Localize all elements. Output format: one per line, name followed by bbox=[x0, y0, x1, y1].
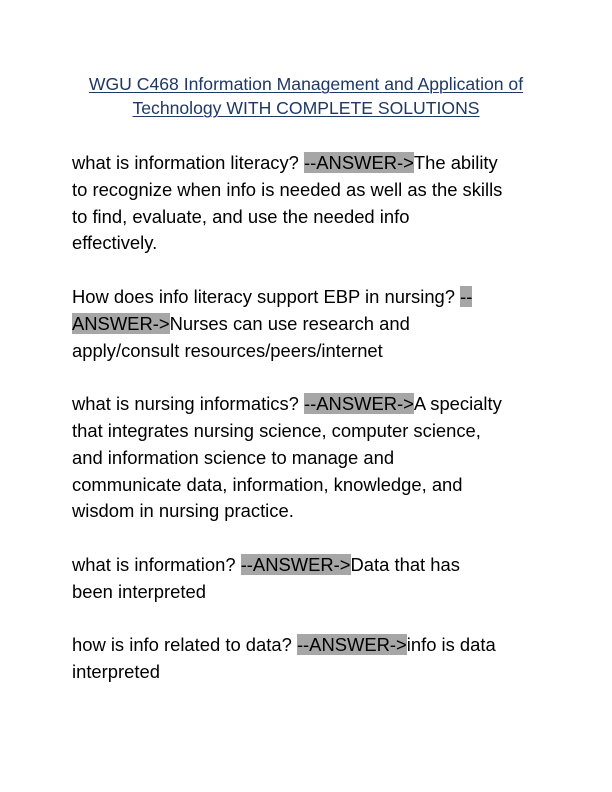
qa-item bbox=[72, 552, 552, 606]
question-text: how is info related to data? bbox=[72, 634, 292, 656]
text-line: wisdom in nursing practice. bbox=[72, 500, 294, 522]
title-line-1: WGU C468 Information Management and Application of bbox=[88, 74, 524, 94]
qa-item bbox=[72, 391, 552, 525]
qa-list bbox=[72, 150, 552, 713]
question-text: How does info literacy support EBP in nursing? bbox=[72, 285, 456, 307]
text-line: apply/consult resources/peers/internet bbox=[72, 339, 383, 361]
title-line-2: Technology WITH COMPLETE SOLUTIONS bbox=[132, 98, 480, 118]
text-line: to recognize when info is needed as well as the skills bbox=[72, 178, 503, 200]
question-text: what is nursing informatics? bbox=[72, 393, 299, 415]
qa-item bbox=[72, 150, 552, 257]
qa-item bbox=[72, 632, 552, 686]
answer-marker-part: -- bbox=[460, 285, 473, 307]
answer-marker: --ANSWER-> bbox=[304, 393, 414, 415]
answer-marker-part: ANSWER-> bbox=[72, 312, 170, 334]
text-line: that integrates nursing science, computer science, bbox=[72, 419, 481, 441]
answer-marker: --ANSWER-> bbox=[240, 553, 351, 575]
answer-marker: --ANSWER-> bbox=[304, 152, 414, 173]
text-line: how is info related to data? --ANSWER->info is data bbox=[72, 634, 496, 656]
answer-marker: --ANSWER-> bbox=[296, 634, 407, 656]
text-line: and information science to manage and bbox=[72, 446, 395, 468]
text-line: ANSWER->Nurses can use research and bbox=[72, 312, 410, 334]
text-line: effectively. bbox=[72, 232, 158, 254]
qa-item bbox=[72, 284, 552, 364]
text-line: to find, evaluate, and use the needed info bbox=[72, 205, 410, 227]
question-text: what is information? bbox=[72, 553, 236, 575]
text-line: been interpreted bbox=[72, 580, 206, 602]
text-line: communicate data, information, knowledge, and bbox=[72, 473, 463, 495]
document-title bbox=[60, 72, 552, 120]
answer-text-part: The ability bbox=[413, 152, 498, 173]
text-line: what is information? --ANSWER->Data that has bbox=[72, 553, 460, 575]
text-line: what is nursing informatics? --ANSWER->A specialty bbox=[72, 393, 502, 415]
question-text: what is information literacy? bbox=[72, 152, 299, 173]
text-line: interpreted bbox=[72, 661, 160, 683]
text-line bbox=[72, 150, 552, 177]
text-line bbox=[72, 284, 552, 311]
